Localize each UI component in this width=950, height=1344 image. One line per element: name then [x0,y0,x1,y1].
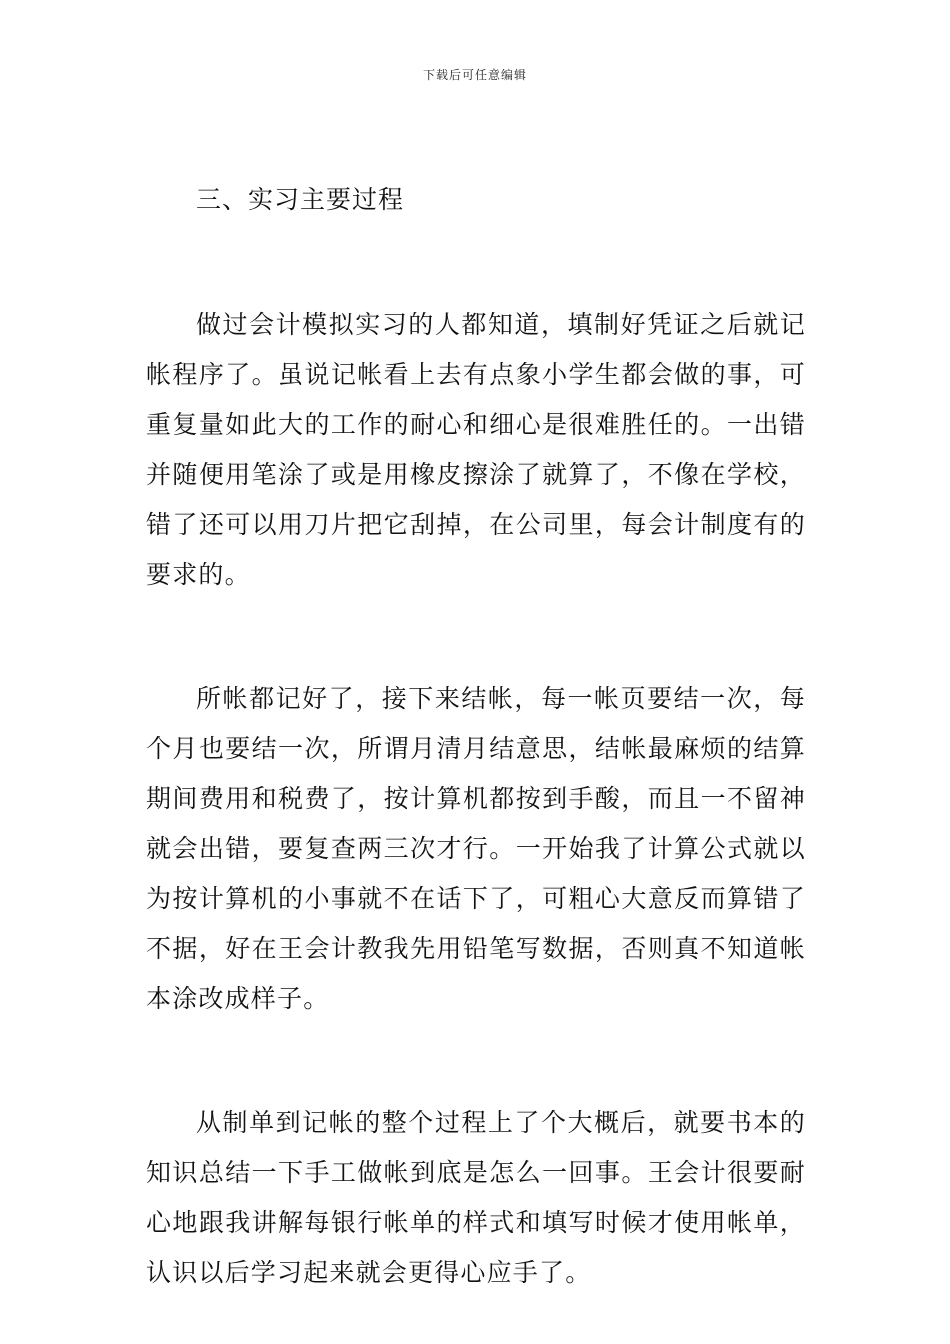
section-heading: 三、实习主要过程 [196,185,405,214]
paragraph-2: 所帐都记好了，接下来结帐，每一帐页要结一次，每个月也要结一次，所谓月清月结意思，结帐最麻烦的结算期间费用和税费了，按计算机都按到手酸，而且一不留神就会出错，要复查两三次才行。一开始我了计算公式就以为按计算机的小事就不在话下了，可粗心大意反而算错了不据，好在王会计教我先用铅笔写数据，否则真不知道帐本涂改成样子。 [146,684,806,1013]
paragraph-1: 做过会计模拟实习的人都知道，填制好凭证之后就记帐程序了。虽说记帐看上去有点象小学生都会做的事，可重复量如此大的工作的耐心和细心是很难胜任的。一出错并随便用笔涂了或是用橡皮擦涂了就算了，不像在学校，错了还可以用刀片把它刮掉，在公司里，每会计制度有的要求的。 [146,310,806,589]
document-body [146,176,806,1298]
paragraph-3: 从制单到记帐的整个过程上了个大概后，就要书本的知识总结一下手工做帐到底是怎么一回事。王会计很要耐心地跟我讲解每银行帐单的样式和填写时候才使用帐单，认识以后学习起来就会更得心应手了。 [146,1108,806,1287]
page-header-note: 下载后可任意编辑 [422,68,527,82]
